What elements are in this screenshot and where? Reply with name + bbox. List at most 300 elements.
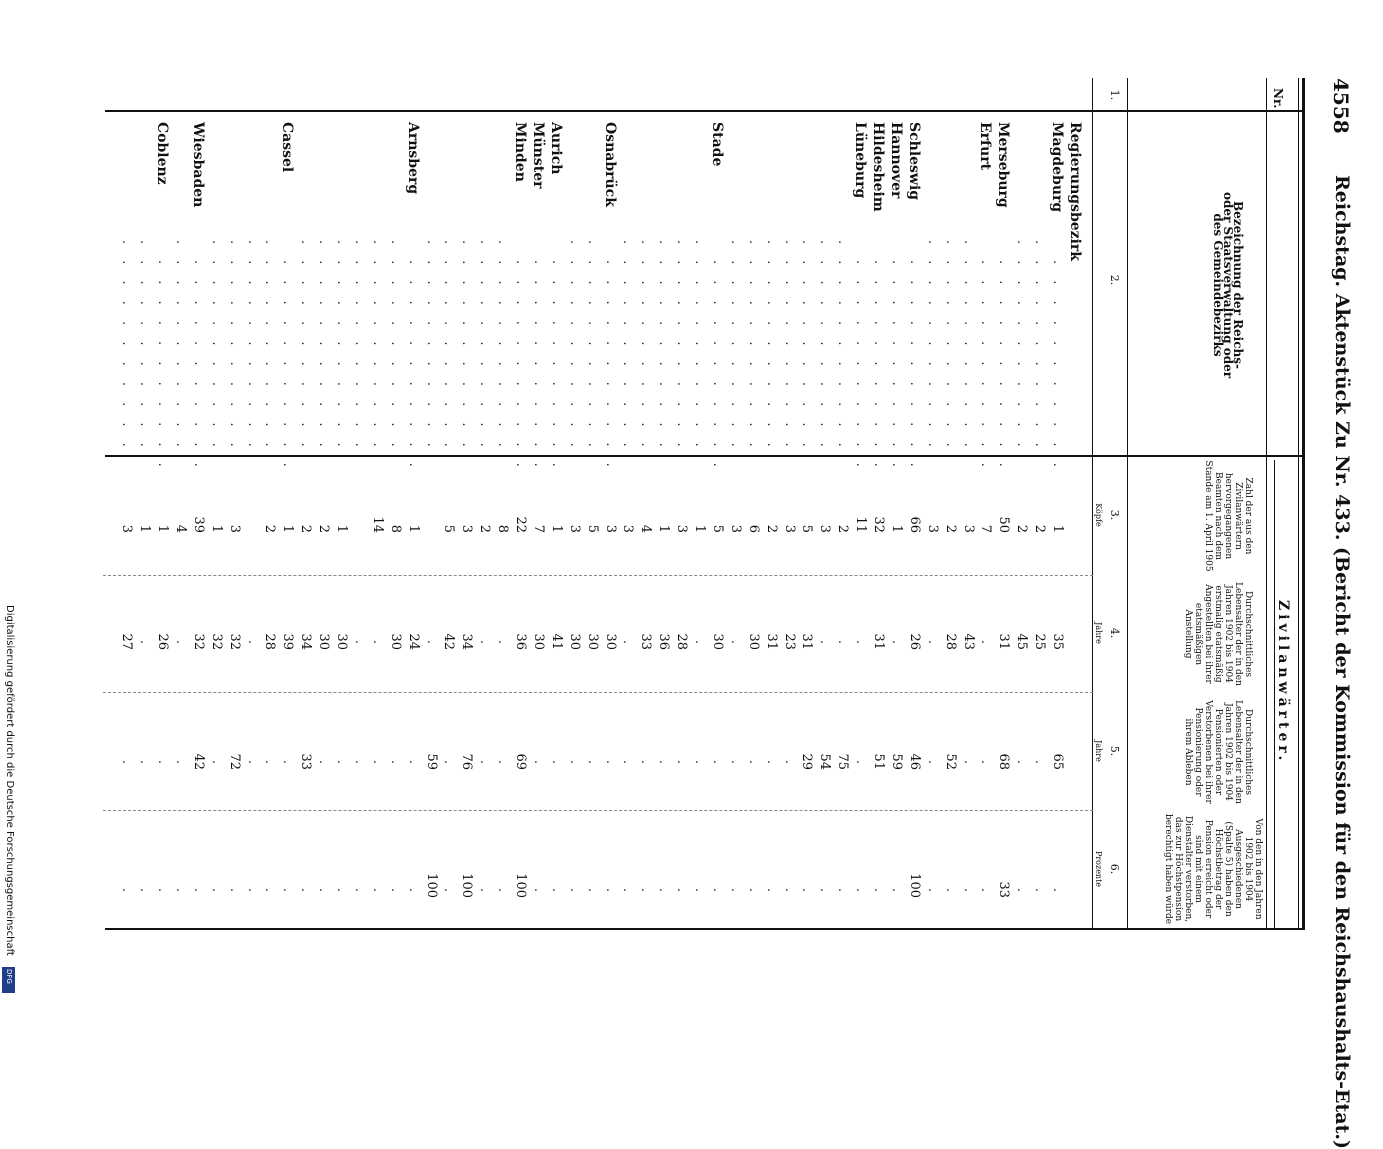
cell-c3: 7	[531, 524, 546, 533]
cell-c5: 69	[513, 753, 529, 770]
cell-c6: .	[155, 887, 171, 893]
cell-c3: 8	[495, 524, 511, 533]
col6-unit: Prozente	[1094, 850, 1103, 888]
cell-c6: .	[871, 887, 887, 893]
cell-c5: .	[208, 759, 224, 765]
cell-c3: 3	[817, 524, 833, 533]
row-name: Regierungsbezirk	[1067, 122, 1083, 262]
cell-c5: .	[137, 759, 153, 765]
dot-leader: . . . . . . . . . . .	[155, 260, 171, 473]
col3-label: Zahl der aus den Zivilanwärtern hervorgegangenen Beamten nach dem Stande am 1. April 1905	[1203, 460, 1253, 572]
table-left-rule	[105, 110, 1305, 112]
cell-c6: .	[727, 887, 743, 893]
cell-c3: 1	[155, 524, 171, 533]
dot-leader: . . . . . . . . . . .	[566, 240, 582, 453]
cell-c3: 2	[316, 524, 332, 533]
cell-c3: 8	[387, 524, 403, 533]
cell-c4: .	[173, 639, 188, 645]
cell-c5: 46	[906, 753, 922, 770]
row-name: Arnsberg	[404, 122, 421, 195]
cell-c5: .	[692, 759, 708, 765]
cell-c6: .	[745, 887, 761, 893]
cell-c5: .	[495, 759, 511, 765]
cell-c5: 52	[942, 753, 958, 770]
cell-c3: 2	[763, 524, 779, 533]
table-top-rule	[1302, 78, 1305, 930]
cell-c6: .	[369, 887, 385, 893]
cell-c4: .	[692, 639, 708, 645]
cell-c4: 28	[942, 633, 958, 650]
cell-c5: .	[566, 759, 582, 765]
cell-c6: .	[889, 887, 904, 893]
cell-c6: .	[548, 887, 564, 893]
cell-c5: 75	[835, 753, 851, 770]
dot-leader: . . . . . . . . . . .	[817, 240, 833, 453]
cell-c3: 4	[173, 524, 188, 533]
cell-c3: 5	[584, 524, 600, 533]
dot-leader: . . . . . . . . . . .	[459, 240, 475, 453]
cell-c6: .	[280, 887, 296, 893]
cell-c6: 100	[906, 873, 922, 898]
cell-c3: 7	[978, 524, 994, 533]
cell-c4: 32	[208, 633, 224, 650]
credit-text: Digitalisierung gefördert durch die Deutsche Forschungsgemeinschaft	[4, 605, 15, 956]
cell-c4: 27	[119, 633, 135, 650]
row-name: Coblenz	[154, 122, 171, 185]
cell-c5: .	[710, 759, 725, 765]
col3-number: 3.	[1108, 509, 1121, 521]
dot-leader: . . . . . . . . . . .	[513, 260, 529, 473]
cell-c6: .	[638, 887, 654, 893]
col3-divider	[103, 575, 1093, 576]
cell-c4: 42	[441, 633, 457, 650]
cell-c3: 3	[566, 524, 582, 533]
col3-unit: Köpfe	[1094, 503, 1103, 527]
cell-c4: 24	[405, 633, 421, 650]
cell-c4: 30	[745, 633, 761, 650]
col1-label: Nr.	[1271, 88, 1285, 109]
dot-leader: . . . . . . . . . . .	[1032, 240, 1048, 453]
cell-c5: .	[656, 759, 672, 765]
dot-leader: . . . . . . . . . . .	[674, 240, 690, 453]
cell-c3: 1	[692, 524, 708, 533]
cell-c4: 30	[710, 633, 725, 650]
dot-leader: . . . . . . . . . . .	[656, 240, 672, 453]
cell-c4: 45	[1014, 633, 1030, 650]
cell-c3: 2	[298, 524, 314, 533]
cell-c3: 2	[942, 524, 958, 533]
cell-c5: 59	[889, 753, 904, 770]
cell-c4: .	[137, 639, 153, 645]
cell-c3: 39	[190, 516, 206, 533]
cell-c6: .	[262, 887, 278, 893]
dot-leader: . . . . . . . . . . .	[119, 240, 135, 453]
cell-c4: 30	[602, 633, 618, 650]
cell-c6: .	[620, 887, 636, 893]
cell-c6: .	[405, 887, 421, 893]
cell-c3: 1	[334, 524, 350, 533]
dot-leader: . . . . . . . . . . .	[548, 260, 564, 473]
cell-c6: 33	[996, 881, 1012, 898]
cell-c3: 66	[906, 516, 922, 533]
col5-unit: Jahre	[1094, 740, 1103, 762]
cell-c5: .	[369, 759, 385, 765]
dot-leader: . . . . . . . . . . .	[906, 260, 922, 473]
cell-c3: 3	[727, 524, 743, 533]
dot-leader: . . . . . . . . . . .	[334, 240, 350, 453]
cell-c3: 1	[1050, 524, 1066, 533]
cell-c5: .	[924, 759, 940, 765]
cell-c4: 32	[190, 633, 206, 650]
dot-leader: . . . . . . . . . . .	[942, 240, 958, 453]
dot-leader: . . . . . . . . . . .	[584, 240, 600, 453]
cell-c5: .	[173, 759, 188, 765]
col4-number: 4.	[1108, 627, 1121, 639]
dot-leader: . . . . . . . . . . .	[996, 260, 1012, 473]
col4-label: Durchschnittliches Lebensalter der in den Jahren 1902 bis 1904 erstmalig etatsmäßig Angestellten bei ihrer etatsmäßigen Anstellung	[1183, 582, 1253, 686]
cell-c6: .	[942, 887, 958, 893]
digitization-credit	[2, 605, 16, 995]
dot-leader: . . . . . . . . . . .	[799, 240, 815, 453]
col5-label: Durchschnittliches Lebensalter der in den Jahren 1902 bis 1904 Pensionierten oder Verstorbenen bei ihrer Pensionierung oder ihrem Ableben	[1183, 700, 1253, 804]
cell-c4: 25	[1032, 633, 1048, 650]
cell-c4: 30	[316, 633, 332, 650]
cell-c4: 30	[566, 633, 582, 650]
row-name: Cassel	[279, 122, 296, 173]
cell-c5: .	[745, 759, 761, 765]
dot-leader: . . . . . . . . . . .	[423, 240, 439, 453]
cell-c6: .	[441, 887, 457, 893]
cell-c5: 51	[871, 753, 887, 770]
cell-c6: .	[1014, 887, 1030, 893]
cell-c3: 1	[548, 524, 564, 533]
col5-number: 5.	[1108, 745, 1121, 757]
cell-c5: 72	[226, 753, 242, 770]
cell-c5: .	[441, 759, 457, 765]
cell-c3: 3	[620, 524, 636, 533]
dot-leader: . . . . . . . . . . .	[226, 240, 242, 453]
cell-c6: .	[960, 887, 976, 893]
dot-leader: . . . . . . . . . . .	[173, 240, 188, 453]
cell-c6: .	[674, 887, 690, 893]
cell-c3: 3	[924, 524, 940, 533]
cell-c6: .	[298, 887, 314, 893]
dot-leader: . . . . . . . . . . .	[387, 240, 403, 453]
cell-c3: 3	[602, 524, 618, 533]
cell-c6: .	[316, 887, 332, 893]
cell-c4: .	[889, 639, 904, 645]
cell-c4: 36	[513, 633, 529, 650]
cell-c5: .	[387, 759, 403, 765]
cell-c6: .	[978, 887, 994, 893]
cell-c4: 31	[871, 633, 887, 650]
cell-c6: .	[1050, 887, 1066, 893]
dot-leader: . . . . . . . . . . .	[441, 240, 457, 453]
dot-leader: . . . . . . . . . . .	[190, 260, 206, 473]
dot-leader: . . . . . . . . . . .	[208, 240, 224, 453]
dot-leader: . . . . . . . . . . .	[262, 240, 278, 453]
cell-c5: .	[781, 759, 797, 765]
col2-number: 2.	[1108, 274, 1121, 286]
dot-leader: . . . . . . . . . . .	[495, 240, 511, 453]
cell-c5: .	[620, 759, 636, 765]
dot-leader: . . . . . . . . . . .	[763, 240, 779, 453]
cell-c4: 35	[1050, 633, 1066, 650]
cell-c6: .	[226, 887, 242, 893]
cell-c3: 1	[405, 524, 421, 533]
cell-c6: .	[566, 887, 582, 893]
row-name: Hildesheim	[870, 122, 887, 212]
row-name: Osnabrück	[601, 122, 618, 207]
cell-c6: .	[387, 887, 403, 893]
cell-c4: .	[817, 639, 833, 645]
cell-c4: 30	[334, 633, 350, 650]
cell-c4: 28	[262, 633, 278, 650]
cell-c6: .	[835, 887, 851, 893]
cell-c3: 5	[799, 524, 815, 533]
cell-c5: .	[405, 759, 421, 765]
col2-label: Bezeichnung der Reichs- oder Staatsverwaltung oder des Gemeindebezirks	[1211, 191, 1245, 379]
cell-c4: .	[352, 639, 367, 645]
row-name: Hannover	[888, 122, 904, 199]
cell-c4: 30	[531, 633, 546, 650]
dot-leader: . . . . . . . . . . .	[1050, 260, 1066, 473]
cell-c5: .	[978, 759, 994, 765]
cell-c5: 65	[1050, 753, 1066, 770]
row-name: Stade	[709, 122, 725, 167]
cell-c6: .	[763, 887, 779, 893]
dot-leader: . . . . . . . . . . .	[727, 240, 743, 453]
cell-c3: 11	[853, 516, 869, 533]
cell-c6: .	[853, 887, 869, 893]
dot-leader: . . . . . . . . . . .	[745, 240, 761, 453]
cell-c4: .	[620, 639, 636, 645]
row-name: Münster	[530, 122, 546, 189]
cell-c5: .	[1032, 759, 1048, 765]
cell-c6: .	[584, 887, 600, 893]
cell-c5: .	[477, 759, 493, 765]
dot-leader: . . . . . . . . . . .	[638, 240, 654, 453]
row-name: Schleswig	[905, 122, 922, 201]
dfg-logo-text: DFG	[5, 969, 13, 984]
cell-c3: 5	[441, 524, 457, 533]
dot-leader: . . . . . . . . . . .	[1014, 240, 1030, 453]
cell-c3: 32	[871, 516, 887, 533]
cell-c5: .	[960, 759, 976, 765]
dot-leader: . . . . . . . . . . .	[316, 240, 332, 453]
dot-leader: . . . . . . . . . . .	[369, 240, 385, 453]
cell-c5: .	[316, 759, 332, 765]
section-heading-rule	[1274, 460, 1275, 928]
cell-c5: .	[262, 759, 278, 765]
cell-c4: 43	[960, 633, 976, 650]
cell-c6: .	[334, 887, 350, 893]
cell-c5: 29	[799, 753, 815, 770]
cell-c6: .	[208, 887, 224, 893]
row-name: Magdeburg	[1049, 122, 1066, 213]
cell-c3: 4	[638, 524, 654, 533]
cell-c6: .	[924, 887, 940, 893]
col4-divider	[103, 692, 1093, 693]
cell-c3: 22	[513, 516, 529, 533]
cell-c5: .	[334, 759, 350, 765]
cell-c6: .	[190, 887, 206, 893]
col6-number: 6.	[1108, 863, 1121, 875]
dot-leader: . . . . . . . . . . .	[477, 240, 493, 453]
cell-c6: .	[495, 887, 511, 893]
cell-c5: .	[244, 759, 260, 765]
cell-c3: 14	[369, 516, 385, 533]
table-right-rule	[105, 928, 1305, 930]
dot-leader: . . . . . . . . . . .	[853, 260, 869, 473]
cell-c6: .	[244, 887, 260, 893]
dot-leader: . . . . . . . . . . .	[298, 240, 314, 453]
cell-c3: 6	[745, 524, 761, 533]
row-name: Lüneburg	[852, 122, 869, 199]
cell-c6: 100	[423, 873, 439, 898]
col1-number: 1.	[1108, 89, 1121, 101]
row-name: Wiesbaden	[189, 122, 206, 208]
cell-c6: .	[1032, 887, 1048, 893]
dot-leader: . . . . . . . . . . .	[244, 240, 260, 453]
cell-c4: .	[924, 639, 940, 645]
dfg-logo	[2, 967, 15, 993]
cell-c3: 2	[477, 524, 493, 533]
cell-c3: 3	[119, 524, 135, 533]
cell-c5: .	[584, 759, 600, 765]
cell-c3: 1	[656, 524, 672, 533]
cell-c5: 68	[996, 753, 1012, 770]
cell-c3: 3	[674, 524, 690, 533]
header-bottom-rule	[1092, 78, 1093, 930]
page-number: 4558	[1329, 78, 1353, 134]
col4-unit: Jahre	[1094, 622, 1103, 644]
cell-c6: .	[656, 887, 672, 893]
cell-c3: 1	[889, 524, 904, 533]
row-name: Merseburg	[995, 122, 1012, 208]
dot-leader: . . . . . . . . . . .	[352, 240, 367, 453]
cell-c5: 59	[423, 753, 439, 770]
dot-leader: . . . . . . . . . . .	[620, 240, 636, 453]
cell-c5: .	[119, 759, 135, 765]
dot-leader: . . . . . . . . . . .	[531, 260, 546, 473]
cell-c4: .	[423, 639, 439, 645]
cell-c6: .	[477, 887, 493, 893]
cell-c6: .	[137, 887, 153, 893]
cell-c5: 76	[459, 753, 475, 770]
cell-c4: .	[369, 639, 385, 645]
cell-c5: .	[853, 759, 869, 765]
cell-c3: 1	[208, 524, 224, 533]
cell-c3: 5	[710, 524, 725, 533]
cell-c6: .	[781, 887, 797, 893]
dot-leader: . . . . . . . . . . .	[137, 240, 153, 453]
row-name: Minden	[512, 122, 529, 182]
cell-c6: .	[710, 887, 725, 893]
cell-c4: .	[727, 639, 743, 645]
cell-c4: 34	[459, 633, 475, 650]
cell-c5: .	[155, 759, 171, 765]
nr-column-rule	[1266, 78, 1267, 930]
table-top-rule-thin	[1298, 78, 1299, 930]
cell-c3: 2	[262, 524, 278, 533]
cell-c6: 100	[513, 873, 529, 898]
dot-leader: . . . . . . . . . . .	[835, 240, 851, 453]
cell-c3: 50	[996, 516, 1012, 533]
dot-leader: . . . . . . . . . . .	[280, 260, 296, 473]
cell-c4: .	[477, 639, 493, 645]
cell-c5: .	[638, 759, 654, 765]
cell-c3: 2	[835, 524, 851, 533]
cell-c4: 33	[638, 633, 654, 650]
dot-leader: . . . . . . . . . . .	[405, 260, 421, 473]
cell-c3: 2	[1032, 524, 1048, 533]
cell-c4: 30	[387, 633, 403, 650]
cell-c4: 41	[548, 633, 564, 650]
cell-c5: .	[352, 759, 367, 765]
cell-c5: .	[727, 759, 743, 765]
cell-c3: 3	[459, 524, 475, 533]
dot-leader: . . . . . . . . . . .	[978, 260, 994, 473]
cell-c3: 1	[137, 524, 153, 533]
cell-c4: 23	[781, 633, 797, 650]
cell-c5: .	[602, 759, 618, 765]
cell-c4: .	[495, 639, 511, 645]
cell-c5: 42	[190, 753, 206, 770]
cell-c6: .	[799, 887, 815, 893]
dot-leader: . . . . . . . . . . .	[924, 240, 940, 453]
col6-label: Von den in den Jahren 1902 bis 1904 Ausgeschiedenen (Spalte 5) haben den Höchstbetrag der Pension erreicht oder sind mit einem Dienstalter verstorben, das zur Höchstpension berechtigt haben würde	[1163, 813, 1263, 925]
cell-c4: 28	[674, 633, 690, 650]
cell-c4: 26	[906, 633, 922, 650]
cell-c4: 36	[656, 633, 672, 650]
dot-leader: . . . . . . . . . . .	[781, 240, 797, 453]
cell-c4: .	[853, 639, 869, 645]
section-heading: Zivilanwärter.	[1275, 600, 1291, 765]
cell-c4: 31	[996, 633, 1012, 650]
cell-c4: 39	[280, 633, 296, 650]
cell-c6: 100	[459, 873, 475, 898]
cell-c3: 3	[781, 524, 797, 533]
cell-c6: .	[119, 887, 135, 893]
cell-c6: .	[602, 887, 618, 893]
cell-c4: .	[978, 639, 994, 645]
cell-c6: .	[531, 887, 546, 893]
cell-c4: .	[244, 639, 260, 645]
dot-leader: . . . . . . . . . . .	[692, 240, 708, 453]
cell-c5: 54	[817, 753, 833, 770]
cell-c6: .	[352, 887, 367, 893]
cell-c4: 31	[763, 633, 779, 650]
dot-leader: . . . . . . . . . . .	[710, 260, 725, 473]
cell-c3: 3	[226, 524, 242, 533]
col5-divider	[103, 810, 1093, 811]
cell-c5: .	[763, 759, 779, 765]
cell-c4: 34	[298, 633, 314, 650]
cell-c5: .	[674, 759, 690, 765]
cell-c3: 3	[960, 524, 976, 533]
row-name: Erfurt	[977, 122, 994, 171]
dot-leader: . . . . . . . . . . .	[960, 240, 976, 453]
cell-c4: 30	[584, 633, 600, 650]
cell-c5: .	[280, 759, 296, 765]
cell-c3: 1	[280, 524, 296, 533]
row-name: Aurich	[547, 122, 564, 175]
cell-c3: 2	[1014, 524, 1030, 533]
cell-c5: .	[548, 759, 564, 765]
cell-c4: 32	[226, 633, 242, 650]
dot-leader: . . . . . . . . . . .	[602, 260, 618, 473]
